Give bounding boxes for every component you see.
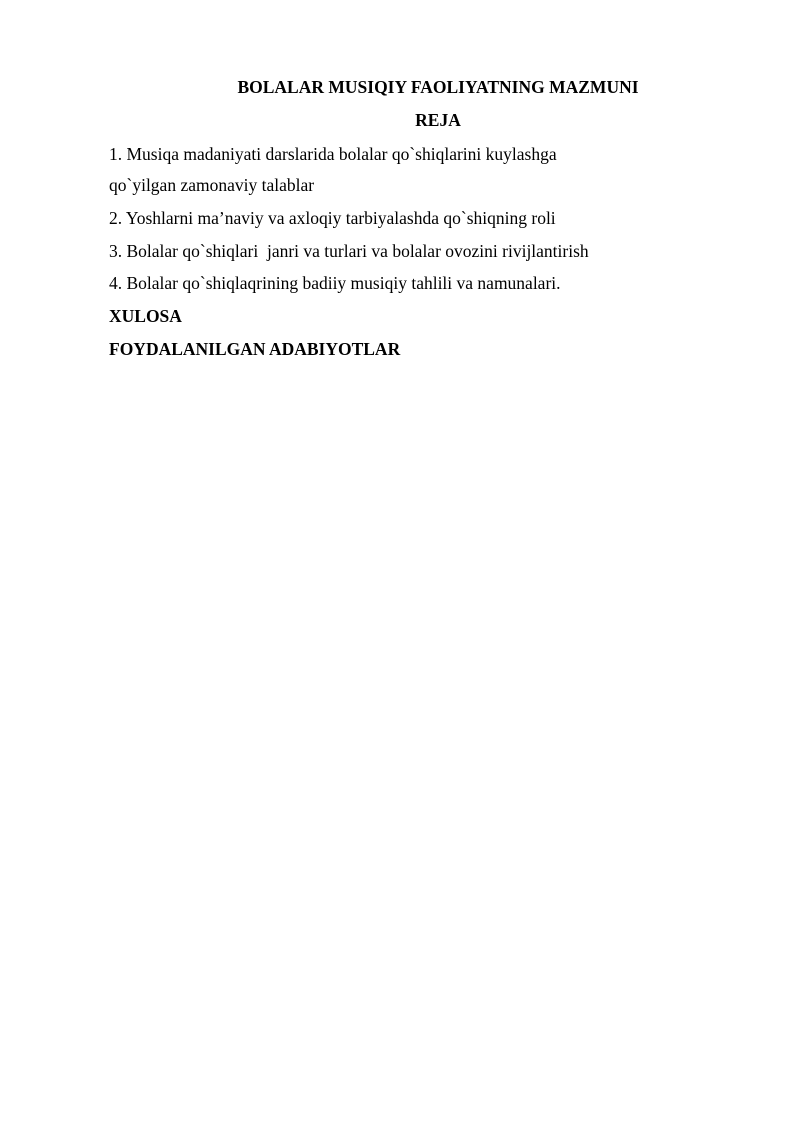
plan-item-1: 1. Musiqa madaniyati darslarida bolalar qo`shiqlarini kuylashga — [109, 144, 557, 164]
plan-item-4: 4. Bolalar qo`shiqlaqrining badiiy musiqiy tahlili va namunalari. — [109, 273, 561, 293]
plan-item-2: 2. Yoshlarni ma’naviy va axloqiy tarbiyalashda qo`shiqning roli — [109, 208, 556, 228]
references-heading: FOYDALANILGAN ADABIYOTLAR — [109, 339, 401, 359]
page-title: BOLALAR MUSIQIY FAOLIYATNING MAZMUNI — [237, 77, 639, 97]
plan-item-1-continuation: qo`yilgan zamonaviy talablar — [109, 175, 315, 195]
plan-item-3: 3. Bolalar qo`shiqlari janri va turlari va bolalar ovozini rivijlantirish — [109, 241, 589, 261]
conclusion-heading: XULOSA — [109, 306, 182, 326]
plan-heading: REJA — [415, 110, 461, 130]
